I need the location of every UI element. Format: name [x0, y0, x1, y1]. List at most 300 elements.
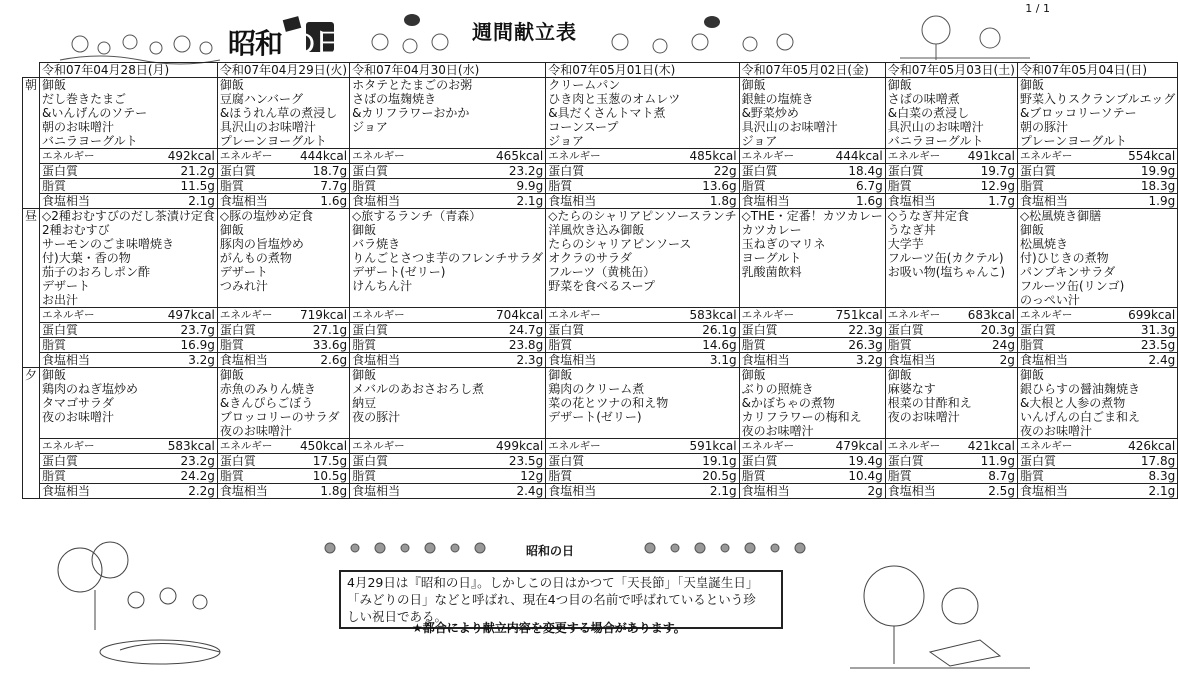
dish-item: 朝の豚汁: [1019, 120, 1068, 134]
dish-item: ひき肉と玉葱のオムレツ: [548, 92, 681, 106]
nutrient-label: 蛋白質: [1019, 454, 1056, 468]
nutrition-cell: [546, 308, 739, 323]
nutrient-value: 591kcal: [689, 439, 737, 453]
nutrient-label: 蛋白質: [42, 323, 79, 337]
dish-item: &いんげんのソテー: [42, 106, 148, 120]
nutrient-value: 2g: [999, 353, 1015, 367]
nutrition-fat: [742, 469, 883, 483]
dish-cell: [885, 209, 1017, 308]
dish-item: プレーンヨーグルト: [219, 134, 327, 148]
nutrient-value: 2.5g: [988, 484, 1015, 498]
nutrition-protein: [352, 164, 543, 178]
nutrient-value: 23.5g: [508, 454, 544, 468]
nutrient-label: エネルギー: [887, 150, 941, 162]
nutrient-label: 蛋白質: [352, 454, 389, 468]
nutrition-cell: [739, 454, 885, 469]
nutrient-label: エネルギー: [887, 440, 941, 452]
dish-item: フルーツ缶(カクテル): [887, 251, 1004, 265]
nutrient-value: 426kcal: [1128, 439, 1176, 453]
nutrient-label: 食塩相当: [352, 353, 401, 367]
nutrition-cell: [1017, 179, 1177, 194]
nutrition-cell: [1017, 469, 1177, 484]
nutrient-value: 421kcal: [967, 439, 1015, 453]
meal-label: 朝: [23, 78, 40, 209]
nutrition-fat: [42, 469, 215, 483]
nutrient-label: 蛋白質: [548, 164, 585, 178]
nutrient-value: 751kcal: [835, 308, 883, 322]
nutrition-protein: [42, 164, 215, 178]
dish-item: りんごとさつま芋のフレンチサラダ: [352, 251, 544, 265]
dish-item: 夜のお味噌汁: [887, 410, 960, 424]
nutrition-cell: [1017, 454, 1177, 469]
tree-decoration: [900, 8, 1030, 62]
nutrient-value: 583kcal: [689, 308, 737, 322]
nutrient-value: 2.4g: [516, 484, 544, 498]
nutrient-value: 1.8g: [320, 484, 348, 498]
nutrition-energy: [888, 308, 1015, 322]
nutrient-label: エネルギー: [219, 440, 273, 452]
nutrient-value: 33.6g: [312, 338, 348, 352]
nutrient-value: 704kcal: [496, 308, 544, 322]
nutrition-cell: [217, 323, 349, 338]
nutrient-value: 27.1g: [312, 323, 348, 337]
dish-item: つみれ汁: [219, 279, 268, 293]
nutrient-value: 12.9g: [980, 179, 1015, 193]
dish-item: 菜の花とツナの和え物: [548, 396, 669, 410]
nutrition-row-salt: [23, 353, 1178, 368]
nutrition-cell: [350, 164, 546, 179]
nutrient-label: 脂質: [42, 469, 67, 483]
nutrient-value: 22.3g: [848, 323, 883, 337]
dish-item: 夜のお味噌汁: [741, 424, 814, 438]
nutrition-cell: [1017, 353, 1177, 368]
nutrient-label: エネルギー: [741, 309, 795, 321]
dish-item: 夜のお味噌汁: [42, 410, 115, 424]
dish-item: ◇豚の塩炒め定食: [219, 209, 314, 223]
nutrient-label: エネルギー: [219, 150, 273, 162]
dish-item: 赤魚のみりん焼き: [219, 382, 316, 396]
nutrient-value: 19.1g: [702, 454, 737, 468]
nutrition-cell: [885, 469, 1017, 484]
nutrient-label: 脂質: [219, 338, 244, 352]
nutrition-salt: [888, 353, 1015, 367]
nutrition-protein: [742, 454, 883, 468]
dish-item: さばの味噌煮: [887, 92, 960, 106]
nutrition-row-protein: [23, 454, 1178, 469]
dish-item: ジョア: [548, 134, 584, 148]
nutrient-label: エネルギー: [887, 309, 941, 321]
nutrition-cell: [350, 353, 546, 368]
nutrient-label: 食塩相当: [352, 484, 401, 498]
dish-item: 御飯: [1019, 78, 1044, 92]
nutrient-label: 蛋白質: [741, 164, 778, 178]
nutrition-cell: [217, 194, 349, 209]
dish-item: いんげんの白ごま和え: [1019, 410, 1140, 424]
nutrition-protein: [548, 454, 736, 468]
nutrition-cell: [217, 353, 349, 368]
nutrition-fat: [42, 179, 215, 193]
nutrient-value: 16.9g: [180, 338, 215, 352]
nutrition-protein: [220, 454, 347, 468]
nutrition-fat: [548, 469, 736, 483]
dish-item: 根菜の甘酢和え: [887, 396, 972, 410]
nutrient-label: 蛋白質: [548, 454, 585, 468]
nutrient-value: 1.6g: [856, 194, 883, 208]
nutrition-row-fat: [23, 179, 1178, 194]
dish-item: 野菜入りスクランブルエッグ: [1019, 92, 1176, 106]
nutrition-fat: [1020, 338, 1175, 352]
nutrition-protein: [548, 323, 736, 337]
nutrient-value: 1.7g: [988, 194, 1015, 208]
nutrient-label: 食塩相当: [352, 194, 401, 208]
nutrition-cell: [350, 484, 546, 499]
nutrient-label: 食塩相当: [219, 484, 268, 498]
nutrition-cell: [739, 194, 885, 209]
nutrition-cell: [217, 454, 349, 469]
nutrition-cell: [40, 338, 218, 353]
nutrient-label: エネルギー: [548, 440, 601, 452]
nutrition-fat: [888, 179, 1015, 193]
nutrition-cell: [1017, 323, 1177, 338]
dish-item: ◇旅するランチ（青森）: [352, 209, 482, 223]
nutrient-label: 脂質: [219, 179, 244, 193]
nutrition-energy: [352, 439, 543, 453]
nutrient-value: 6.7g: [856, 179, 883, 193]
nutrition-salt: [352, 194, 543, 208]
nutrition-cell: [739, 353, 885, 368]
nutrient-value: 18.7g: [312, 164, 348, 178]
dish-item: &白菜の煮浸し: [887, 106, 970, 120]
nutrition-protein: [888, 164, 1015, 178]
dish-cell: [40, 78, 218, 149]
nutrition-fat: [742, 179, 883, 193]
nutrient-value: 23.5g: [1140, 338, 1176, 352]
picnic-family-illustration: [40, 540, 250, 678]
dish-item: フルーツ缶(リンゴ): [1019, 279, 1125, 293]
dish-item: がんもの煮物: [219, 251, 292, 265]
nutrient-value: 2.3g: [516, 353, 544, 367]
nutrition-cell: [217, 149, 349, 164]
nutrient-value: 492kcal: [167, 149, 215, 163]
nutrient-label: エネルギー: [548, 309, 601, 321]
nutrition-cell: [885, 323, 1017, 338]
nutrition-cell: [885, 353, 1017, 368]
bee-and-flowers-decoration: [360, 8, 460, 58]
dish-item: 夜のお味噌汁: [219, 424, 292, 438]
nutrient-label: 蛋白質: [741, 323, 778, 337]
nutrient-value: 20.5g: [702, 469, 737, 483]
nutrient-value: 2.4g: [1148, 353, 1176, 367]
nutrient-label: エネルギー: [741, 150, 795, 162]
nutrient-label: 蛋白質: [219, 323, 256, 337]
nutrient-value: 10.4g: [848, 469, 883, 483]
dish-item: 付)大葉・香の物: [42, 251, 131, 265]
nutrition-cell: [350, 179, 546, 194]
nutrient-value: 31.3g: [1140, 323, 1176, 337]
page-number: 1 / 1: [1025, 2, 1050, 15]
dish-cell: [217, 368, 349, 439]
nutrition-cell: [885, 484, 1017, 499]
nutrient-value: 9.9g: [516, 179, 544, 193]
nutrition-protein: [742, 323, 883, 337]
nutrition-salt: [352, 484, 543, 498]
nutrition-cell: [739, 308, 885, 323]
date-header: 令和07年04月29日(火): [217, 63, 349, 78]
dish-cell: [217, 209, 349, 308]
nutrition-salt: [888, 484, 1015, 498]
nutrition-cell: [350, 323, 546, 338]
nutrition-row-protein: [23, 323, 1178, 338]
nutrition-protein: [352, 454, 543, 468]
dish-item: メバルのあおさおろし煮: [352, 382, 484, 396]
nutrient-label: エネルギー: [1019, 150, 1073, 162]
nutrition-fat: [220, 179, 347, 193]
nutrition-energy: [742, 149, 883, 163]
nutrition-cell: [40, 484, 218, 499]
nutrition-protein: [1020, 454, 1175, 468]
nutrition-salt: [220, 484, 347, 498]
nutrition-protein: [220, 323, 347, 337]
nutrition-row-salt: [23, 484, 1178, 499]
nutrition-salt: [220, 353, 347, 367]
nutrition-salt: [742, 484, 883, 498]
nutrient-label: 蛋白質: [219, 454, 256, 468]
nutrient-label: 食塩相当: [887, 194, 936, 208]
nutrition-energy: [1020, 308, 1175, 322]
logo-text: 昭和 の日: [228, 27, 343, 60]
nutrient-label: エネルギー: [352, 150, 405, 162]
nutrient-label: 食塩相当: [219, 353, 268, 367]
nutrition-cell: [546, 454, 739, 469]
nutrition-cell: [40, 454, 218, 469]
dish-item: ◇2種おむすびのだし茶漬け定食: [42, 209, 215, 223]
nutrient-label: 蛋白質: [1019, 164, 1056, 178]
dish-item: けんちん汁: [352, 279, 413, 293]
dish-item: 2種おむすび: [42, 223, 110, 237]
corner-cell: [23, 63, 40, 78]
nutrition-cell: [885, 149, 1017, 164]
nutrient-value: 1.6g: [320, 194, 348, 208]
nutrition-protein: [888, 323, 1015, 337]
nutrition-protein: [352, 323, 543, 337]
nutrition-cell: [546, 179, 739, 194]
dish-item: 御飯: [219, 368, 244, 382]
nutrient-label: エネルギー: [548, 150, 601, 162]
nutrient-label: 脂質: [1019, 179, 1044, 193]
nutrition-cell: [350, 338, 546, 353]
dish-item: 鶏肉のねぎ塩炒め: [42, 382, 139, 396]
nutrition-row-energy: [23, 149, 1178, 164]
dish-item: 夜の豚汁: [352, 410, 401, 424]
nutrition-energy: [220, 308, 347, 322]
nutrient-label: 蛋白質: [741, 454, 778, 468]
dish-cell: [739, 209, 885, 308]
nutrient-label: 脂質: [352, 338, 377, 352]
nutrient-value: 3.1g: [709, 353, 737, 367]
dish-item: 野菜を食べるスープ: [548, 279, 655, 293]
nutrition-cell: [40, 308, 218, 323]
nutrition-cell: [546, 149, 739, 164]
nutrition-protein: [220, 164, 347, 178]
dish-item: &野菜炒め: [741, 106, 799, 120]
nutrition-cell: [350, 194, 546, 209]
dish-cell: [40, 368, 218, 439]
dish-cell: [350, 209, 546, 308]
nutrient-label: 脂質: [887, 469, 912, 483]
nutrient-label: エネルギー: [352, 309, 405, 321]
nutrition-protein: [1020, 164, 1175, 178]
meal-label: 夕: [23, 368, 40, 499]
nutrient-label: エネルギー: [1019, 440, 1073, 452]
nutrition-cell: [40, 469, 218, 484]
nutrient-label: 脂質: [741, 469, 766, 483]
dish-item: &かぼちゃの煮物: [741, 396, 835, 410]
nutrition-cell: [885, 179, 1017, 194]
nutrient-value: 1.8g: [709, 194, 737, 208]
nutrition-cell: [739, 439, 885, 454]
nutrient-value: 21.2g: [180, 164, 215, 178]
nutrient-value: 2.6g: [320, 353, 348, 367]
nutrition-salt: [548, 194, 736, 208]
nutrient-label: 脂質: [887, 179, 912, 193]
nutrient-label: 脂質: [548, 338, 573, 352]
notice-line: 「みどりの日」などと呼ばれ、現在4つ目の名前で呼ばれているという珍: [347, 592, 756, 607]
nutrient-value: 18.3g: [1140, 179, 1176, 193]
nutrition-cell: [885, 439, 1017, 454]
nutrient-value: 1.9g: [1148, 194, 1176, 208]
nutrition-row-salt: [23, 194, 1178, 209]
nutrient-label: 蛋白質: [352, 164, 389, 178]
nutrient-label: 食塩相当: [1019, 194, 1068, 208]
nutrient-value: 683kcal: [967, 308, 1015, 322]
nutrient-value: 24.2g: [180, 469, 215, 483]
nutrition-energy: [888, 149, 1015, 163]
nutrient-value: 20.3g: [980, 323, 1015, 337]
date-header: 令和07年05月04日(日): [1017, 63, 1177, 78]
nutrition-cell: [40, 149, 218, 164]
page-title: 週間献立表: [472, 20, 577, 44]
dish-item: 御飯: [741, 78, 766, 92]
nutrition-cell: [1017, 194, 1177, 209]
dish-item: 納豆: [352, 396, 377, 410]
dish-cell: [739, 78, 885, 149]
dish-item: デザート: [42, 279, 91, 293]
nutrition-row-energy: [23, 308, 1178, 323]
nutrient-value: 2g: [867, 484, 883, 498]
nutrition-cell: [1017, 149, 1177, 164]
dish-item: 御飯: [42, 78, 67, 92]
nutrition-cell: [546, 484, 739, 499]
nutrient-label: 蛋白質: [887, 164, 924, 178]
dish-item: 御飯: [352, 368, 377, 382]
nutrition-salt: [1020, 353, 1175, 367]
nutrition-cell: [217, 179, 349, 194]
nutrition-energy: [1020, 439, 1175, 453]
nutrient-label: エネルギー: [741, 440, 795, 452]
change-footnote: ★都合により献立内容を変更する場合があります。: [412, 621, 686, 635]
nutrient-label: エネルギー: [42, 440, 95, 452]
meal-dish-row: [23, 78, 1178, 149]
nutrition-cell: [739, 323, 885, 338]
nutrient-value: 2.1g: [1148, 484, 1176, 498]
nutrient-value: 17.5g: [312, 454, 348, 468]
nutrition-protein: [42, 454, 215, 468]
nutrient-label: 脂質: [741, 179, 766, 193]
dish-item: クリームパン: [548, 78, 621, 92]
nutrition-cell: [739, 149, 885, 164]
nutrient-value: 554kcal: [1128, 149, 1176, 163]
nutrition-salt: [742, 353, 883, 367]
dish-item: ぶりの照焼き: [741, 382, 814, 396]
nutrition-row-fat: [23, 469, 1178, 484]
nutrition-cell: [40, 179, 218, 194]
nutrient-value: 18.4g: [848, 164, 883, 178]
dish-item: ◇THE・定番！カツカレー: [741, 209, 883, 223]
nutrient-label: 食塩相当: [1019, 353, 1068, 367]
dish-item: ヨーグルト: [741, 251, 802, 265]
nutrition-energy: [42, 308, 215, 322]
nutrition-cell: [885, 454, 1017, 469]
dish-item: コーンスープ: [548, 120, 619, 134]
date-header-row: [23, 63, 1178, 78]
nutrient-value: 8.3g: [1148, 469, 1176, 483]
nutrition-cell: [885, 194, 1017, 209]
dish-item: 御飯: [887, 78, 912, 92]
nutrition-fat: [352, 469, 543, 483]
dish-item: タマゴサラダ: [42, 396, 114, 410]
nutrition-protein: [42, 323, 215, 337]
nutrition-fat: [352, 338, 543, 352]
meal-dish-row: [23, 368, 1178, 439]
dish-item: のっぺい汁: [1019, 293, 1080, 307]
nutrient-value: 19.7g: [980, 164, 1015, 178]
nutrient-label: 食塩相当: [548, 194, 597, 208]
nutrient-label: 食塩相当: [42, 353, 91, 367]
nutrition-salt: [1020, 484, 1175, 498]
nutrition-cell: [546, 439, 739, 454]
dish-item: ホタテとたまごのお粥: [352, 78, 473, 92]
dish-item: 洋風炊き込み御飯: [548, 223, 645, 237]
dish-item: 具沢山のお味噌汁: [741, 120, 838, 134]
nutrient-label: 食塩相当: [548, 353, 597, 367]
nutrition-salt: [220, 194, 347, 208]
nutrition-cell: [546, 323, 739, 338]
nutrient-label: 蛋白質: [42, 164, 79, 178]
dish-item: 御飯: [219, 223, 244, 237]
nutrition-fat: [742, 338, 883, 352]
nutrition-cell: [546, 338, 739, 353]
nutrition-energy: [1020, 149, 1175, 163]
nutrient-label: 脂質: [219, 469, 244, 483]
nutrient-value: 22g: [713, 164, 737, 178]
nutrient-value: 465kcal: [496, 149, 544, 163]
nutrient-label: 脂質: [42, 179, 67, 193]
dish-cell: [350, 78, 546, 149]
dish-item: パンプキンサラダ: [1019, 265, 1116, 279]
dish-item: 御飯: [741, 368, 766, 382]
dish-item: 玉ねぎのマリネ: [741, 237, 826, 251]
dish-item: &きんぴらごぼう: [219, 396, 314, 410]
nutrient-label: エネルギー: [42, 150, 95, 162]
dish-item: &ブロッコリーソテー: [1019, 106, 1137, 120]
dish-item: 御飯: [1019, 368, 1044, 382]
nutrition-fat: [1020, 179, 1175, 193]
dish-cell: [217, 78, 349, 149]
nutrition-row-fat: [23, 338, 1178, 353]
dish-cell: [546, 209, 739, 308]
dish-item: 具沢山のお味噌汁: [219, 120, 316, 134]
bee-and-flowers-right-decoration: [600, 8, 800, 58]
